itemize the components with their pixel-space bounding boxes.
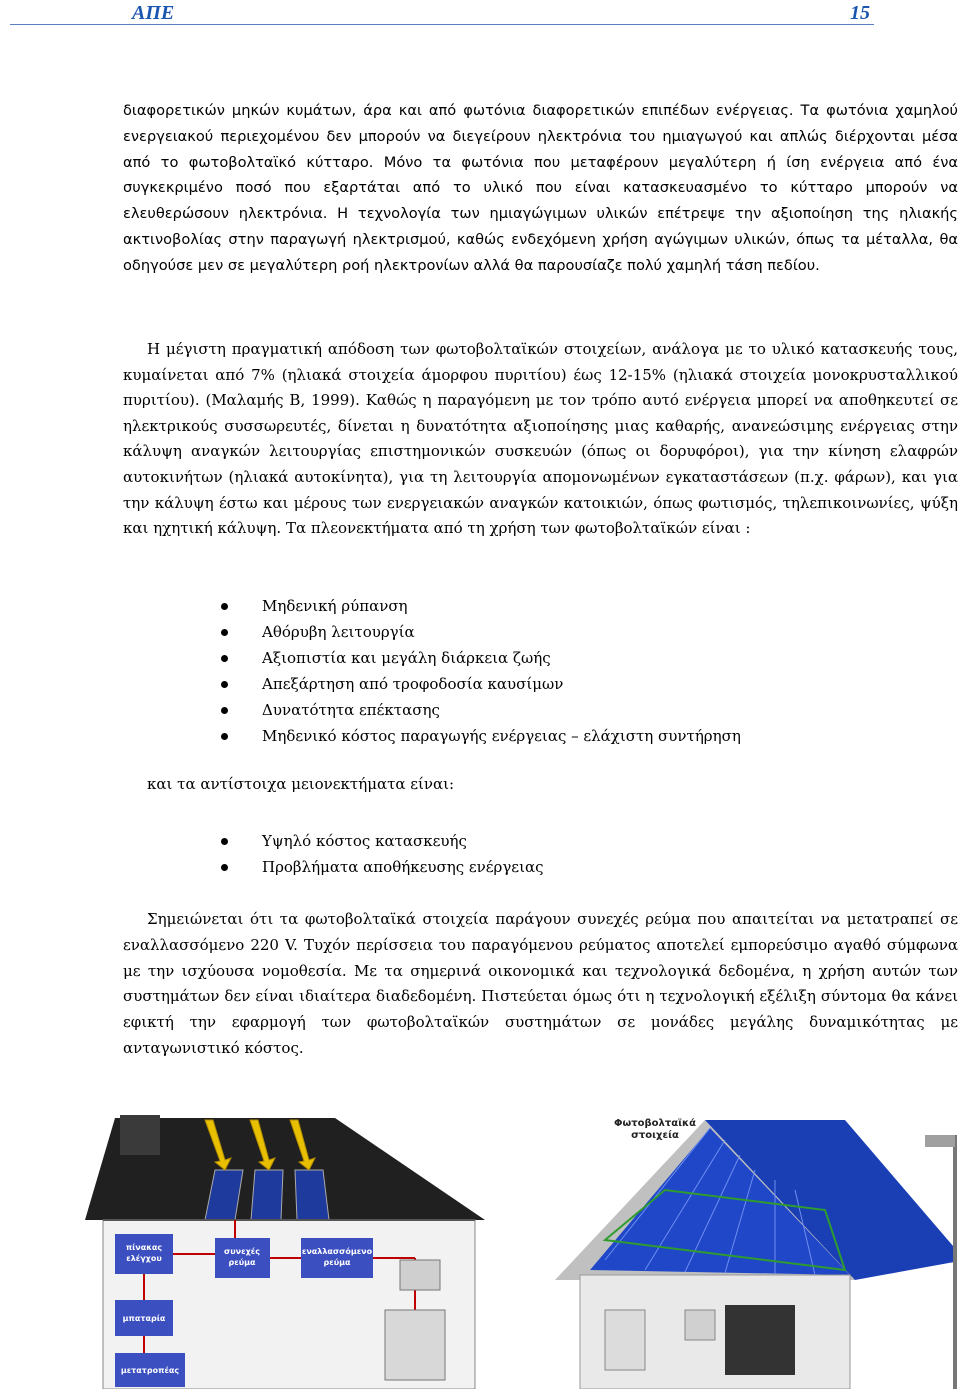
paragraph-2-text: Η μέγιστη πραγματική απόδοση των φωτοβολταϊκών στοιχείων, ανάλογα με το υλικό κατασκευής τους, κυμαίνεται από 7% (ηλιακά στοιχεία άμορφου πυριτίου) έως 12-15% (ηλιακά στοιχεία μονοκρυσταλλικού πυριτίου). (Μαλαμής Β, 1999). Καθώς η παραγόμενη με τον τρόπο αυτό ενέργεια μπορεί να αποθηκευτεί σε ηλεκτρικούς συσσωρευτές, δίνεται η δυνατότητα αξιοποίησης μιας καθαρής, ανανεώσιμης ενέργειας στην κάλυψη αναγκών λειτουργίας επιστημονικών συσκευών (όπως οι δορυφόροι), για την κίνηση ελαφρών αυτοκινήτων (ηλιακά αυτοκίνητα), για τη λειτουργία απομονωμένων εγκαταστάσεων (π.χ. φάρων), και για την κάλυψη έστω και μέρους των ενεργειακών αναγκών κατοικιών, όπως φωτισμός, τηλεπικοινωνίες, ψύξη και ηχητική κάλυψη. Τα πλεονεκτήματα από τη χρήση των φωτοβολταϊκών είναι :: [123, 340, 958, 538]
disadvantages-intro: και τα αντίστοιχα μειονεκτήματα είναι:: [147, 775, 455, 793]
disadvantages-list: [215, 828, 544, 880]
header-title: ΑΠΕ: [132, 2, 175, 24]
label-control-panel: πίνακας ελέγχου: [125, 1243, 163, 1263]
right-house-diagram: [540, 1110, 957, 1389]
label-ac-current: εναλλασσόμενο ρεύμα: [301, 1247, 373, 1267]
header-rule: [10, 24, 874, 25]
label-pv-line2: στοιχεία: [631, 1130, 679, 1141]
bullet-icon: [221, 707, 228, 714]
paragraph-2: [123, 337, 958, 542]
paragraph-3-text: Σημειώνεται ότι τα φωτοβολταϊκά στοιχεία παράγουν συνεχές ρεύμα που απαιτείται να μετατραπεί σε εναλλασσόμενο 220 V. Τυχόν περίσσεια του παραγόμενου ρεύματος αποτελεί εμπορεύσιμο αγαθό σύμφωνα με την ισχύουσα νομοθεσία. Με τα σημερινά οικονομικά και τεχνολογικά δεδομένα, η χρήση αυτών των συστημάτων δεν είναι ιδιαίτερα διαδεδομένη. Πιστεύεται όμως ότι η τεχνολογική εξέλιξη σύντομα θα κάνει εφικτή την εφαρμογή των φωτοβολταϊκών συστημάτων σε μονάδες μεγάλης δυναμικότητας με ανταγωνιστικό κόστος.: [123, 910, 958, 1057]
paragraph-3: [123, 907, 958, 1062]
page-header: [0, 0, 960, 30]
bullet-icon: [221, 629, 228, 636]
left-house-diagram: [85, 1110, 493, 1389]
bullet-icon: [221, 681, 228, 688]
list-item: Υψηλό κόστος κατασκευής: [215, 828, 544, 854]
bullet-icon: [221, 864, 228, 871]
photovoltaic-house-figure: [85, 1110, 957, 1389]
list-item: Απεξάρτηση από τροφοδοσία καυσίμων: [215, 671, 741, 697]
list-item: Αξιοπιστία και μεγάλη διάρκεια ζωής: [215, 645, 741, 671]
list-item: Δυνατότητα επέκτασης: [215, 697, 741, 723]
bullet-icon: [221, 733, 228, 740]
bullet-icon: [221, 603, 228, 610]
list-item: Αθόρυβη λειτουργία: [215, 619, 741, 645]
label-battery: μπαταρία: [122, 1314, 166, 1323]
list-item: Μηδενικό κόστος παραγωγής ενέργειας – ελάχιστη συντήρηση: [215, 723, 741, 749]
label-inverter: μετατροπέας: [120, 1366, 180, 1375]
list-item: Μηδενική ρύπανση: [215, 593, 741, 619]
bullet-icon: [221, 655, 228, 662]
list-item: Προβλήματα αποθήκευσης ενέργειας: [215, 854, 544, 880]
label-dc-current: συνεχές ρεύμα: [224, 1247, 260, 1267]
page-number: 15: [850, 2, 870, 24]
paragraph-1: διαφορετικών μηκών κυμάτων, άρα και από φωτόνια διαφορετικών επιπέδων ενέργειας. Τα φωτόνια χαμηλού ενεργειακού περιεχομένου δεν μπορούν να διεγείρουν ηλεκτρόνια του ημιαγωγού και απλώς διέρχονται μέσα από το φωτοβολταϊκό κύτταρο. Μόνο τα φωτόνια που μεταφέρουν μεγαλύτερη ή ίση ενέργεια από ένα συγκεκριμένο ποσό που εξαρτάται από το υλικό που είναι κατασκευασμένο το κύτταρο μπορούν να ελευθερώσουν ηλεκτρόνια. Η τεχνολογία των ημιαγώγιμων υλικών επέτρεψε την αξιοποίηση της ηλιακής ακτινοβολίας στην παραγωγή ηλεκτρισμού, καθώς ενδεχόμενη χρήση αγώγιμων υλικών, όπως τα μέταλλα, θα οδηγούσε μεν σε μεγαλύτερη ροή ηλεκτρονίων αλλά θα παρουσίαζε πολύ χαμηλή τάση πεδίου.: [123, 102, 958, 274]
bullet-icon: [221, 838, 228, 845]
label-pv-line1: Φωτοβολταϊκά: [614, 1118, 696, 1129]
advantages-list: [215, 593, 741, 749]
